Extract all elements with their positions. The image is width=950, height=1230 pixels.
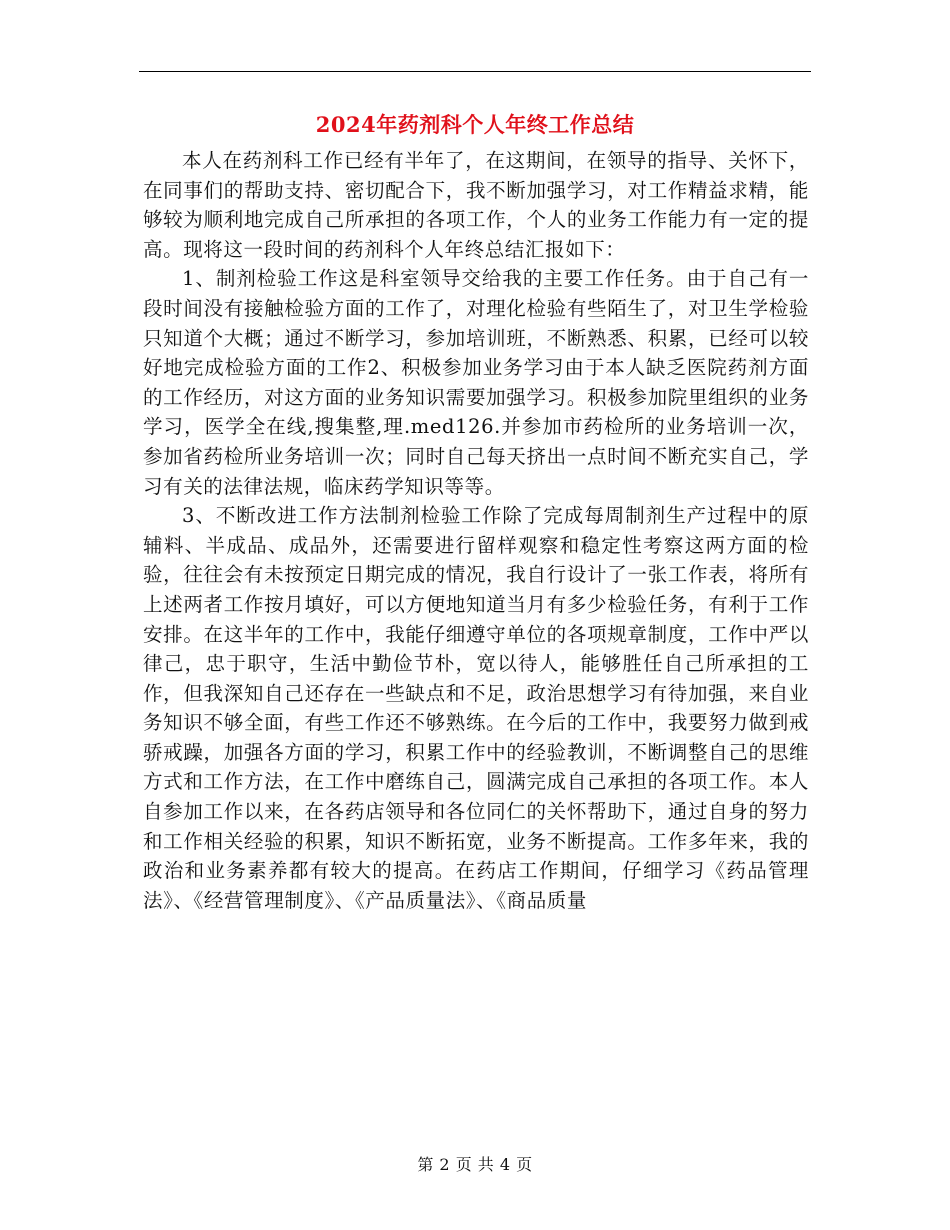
document-title: 2024年药剂科个人年终工作总结 [315,112,635,137]
paragraph-work-methods: 3、不断改进工作方法制剂检验工作除了完成每周制剂生产过程中的原辅料、半成品、成品外，还需要进行留样观察和稳定性考察这两方面的检验，往往会有未按预定日期完成的情况，我自行设计了一张工作表，将所有上述两者工作按月填好，可以方便地知道当月有多少检验任务，有利于工作安排。在这半年的工作中，我能仔细遵守单位的各项规章制度，工作中严以律己，忠于职守，生活中勤俭节朴，宽以待人，能够胜任自己所承担的工作，但我深知自己还存在一些缺点和不足，政治思想学习有待加强，来自业务知识不够全面，有些工作还不够熟练。在今后的工作中，我要努力做到戒骄戒躁，加强各方面的学习，积累工作中的经验教训，不断调整自己的思维方式和工作方法，在工作中磨练自己，圆满完成自己承担的各项工作。本人自参加工作以来，在各药店领导和各位同仁的关怀帮助下，通过自身的努力和工作相关经验的积累，知识不断拓宽，业务不断提高。工作多年来，我的政治和业务素养都有较大的提高。在药店工作期间，仔细学习《药品管理法》、《经营管理制度》、《产品质量法》、《商品质量 [143,504,809,912]
page-number: 第 2 页 共 4 页 [417,1155,533,1174]
paragraph-intro: 本人在药剂科工作已经有半年了，在这期间，在领导的指导、关怀下，在同事们的帮助支持、密切配合下，我不断加强学习，对工作精益求精，能够较为顺利地完成自己所承担的各项工作，个人的业务工作能力有一定的提高。现将这一段时间的药剂科个人年终总结汇报如下： [143,149,809,261]
header-rule [139,71,811,72]
document-body [143,146,809,915]
paragraph-testing-and-study: 1、制剂检验工作这是科室领导交给我的主要工作任务。由于自己有一段时间没有接触检验方面的工作了，对理化检验有些陌生了，对卫生学检验只知道个大概；通过不断学习，参加培训班，不断熟悉、积累，已经可以较好地完成检验方面的工作2、积极参加业务学习由于本人缺乏医院药剂方面的工作经历，对这方面的业务知识需要加强学习。积极参加院里组织的业务学习，医学全在线,搜集整,理.med126.并参加市药检所的业务培训一次，参加省药检所业务培训一次；同时自己每天挤出一点时间不断充实自己，学习有关的法律法规，临床药学知识等等。 [143,267,809,498]
